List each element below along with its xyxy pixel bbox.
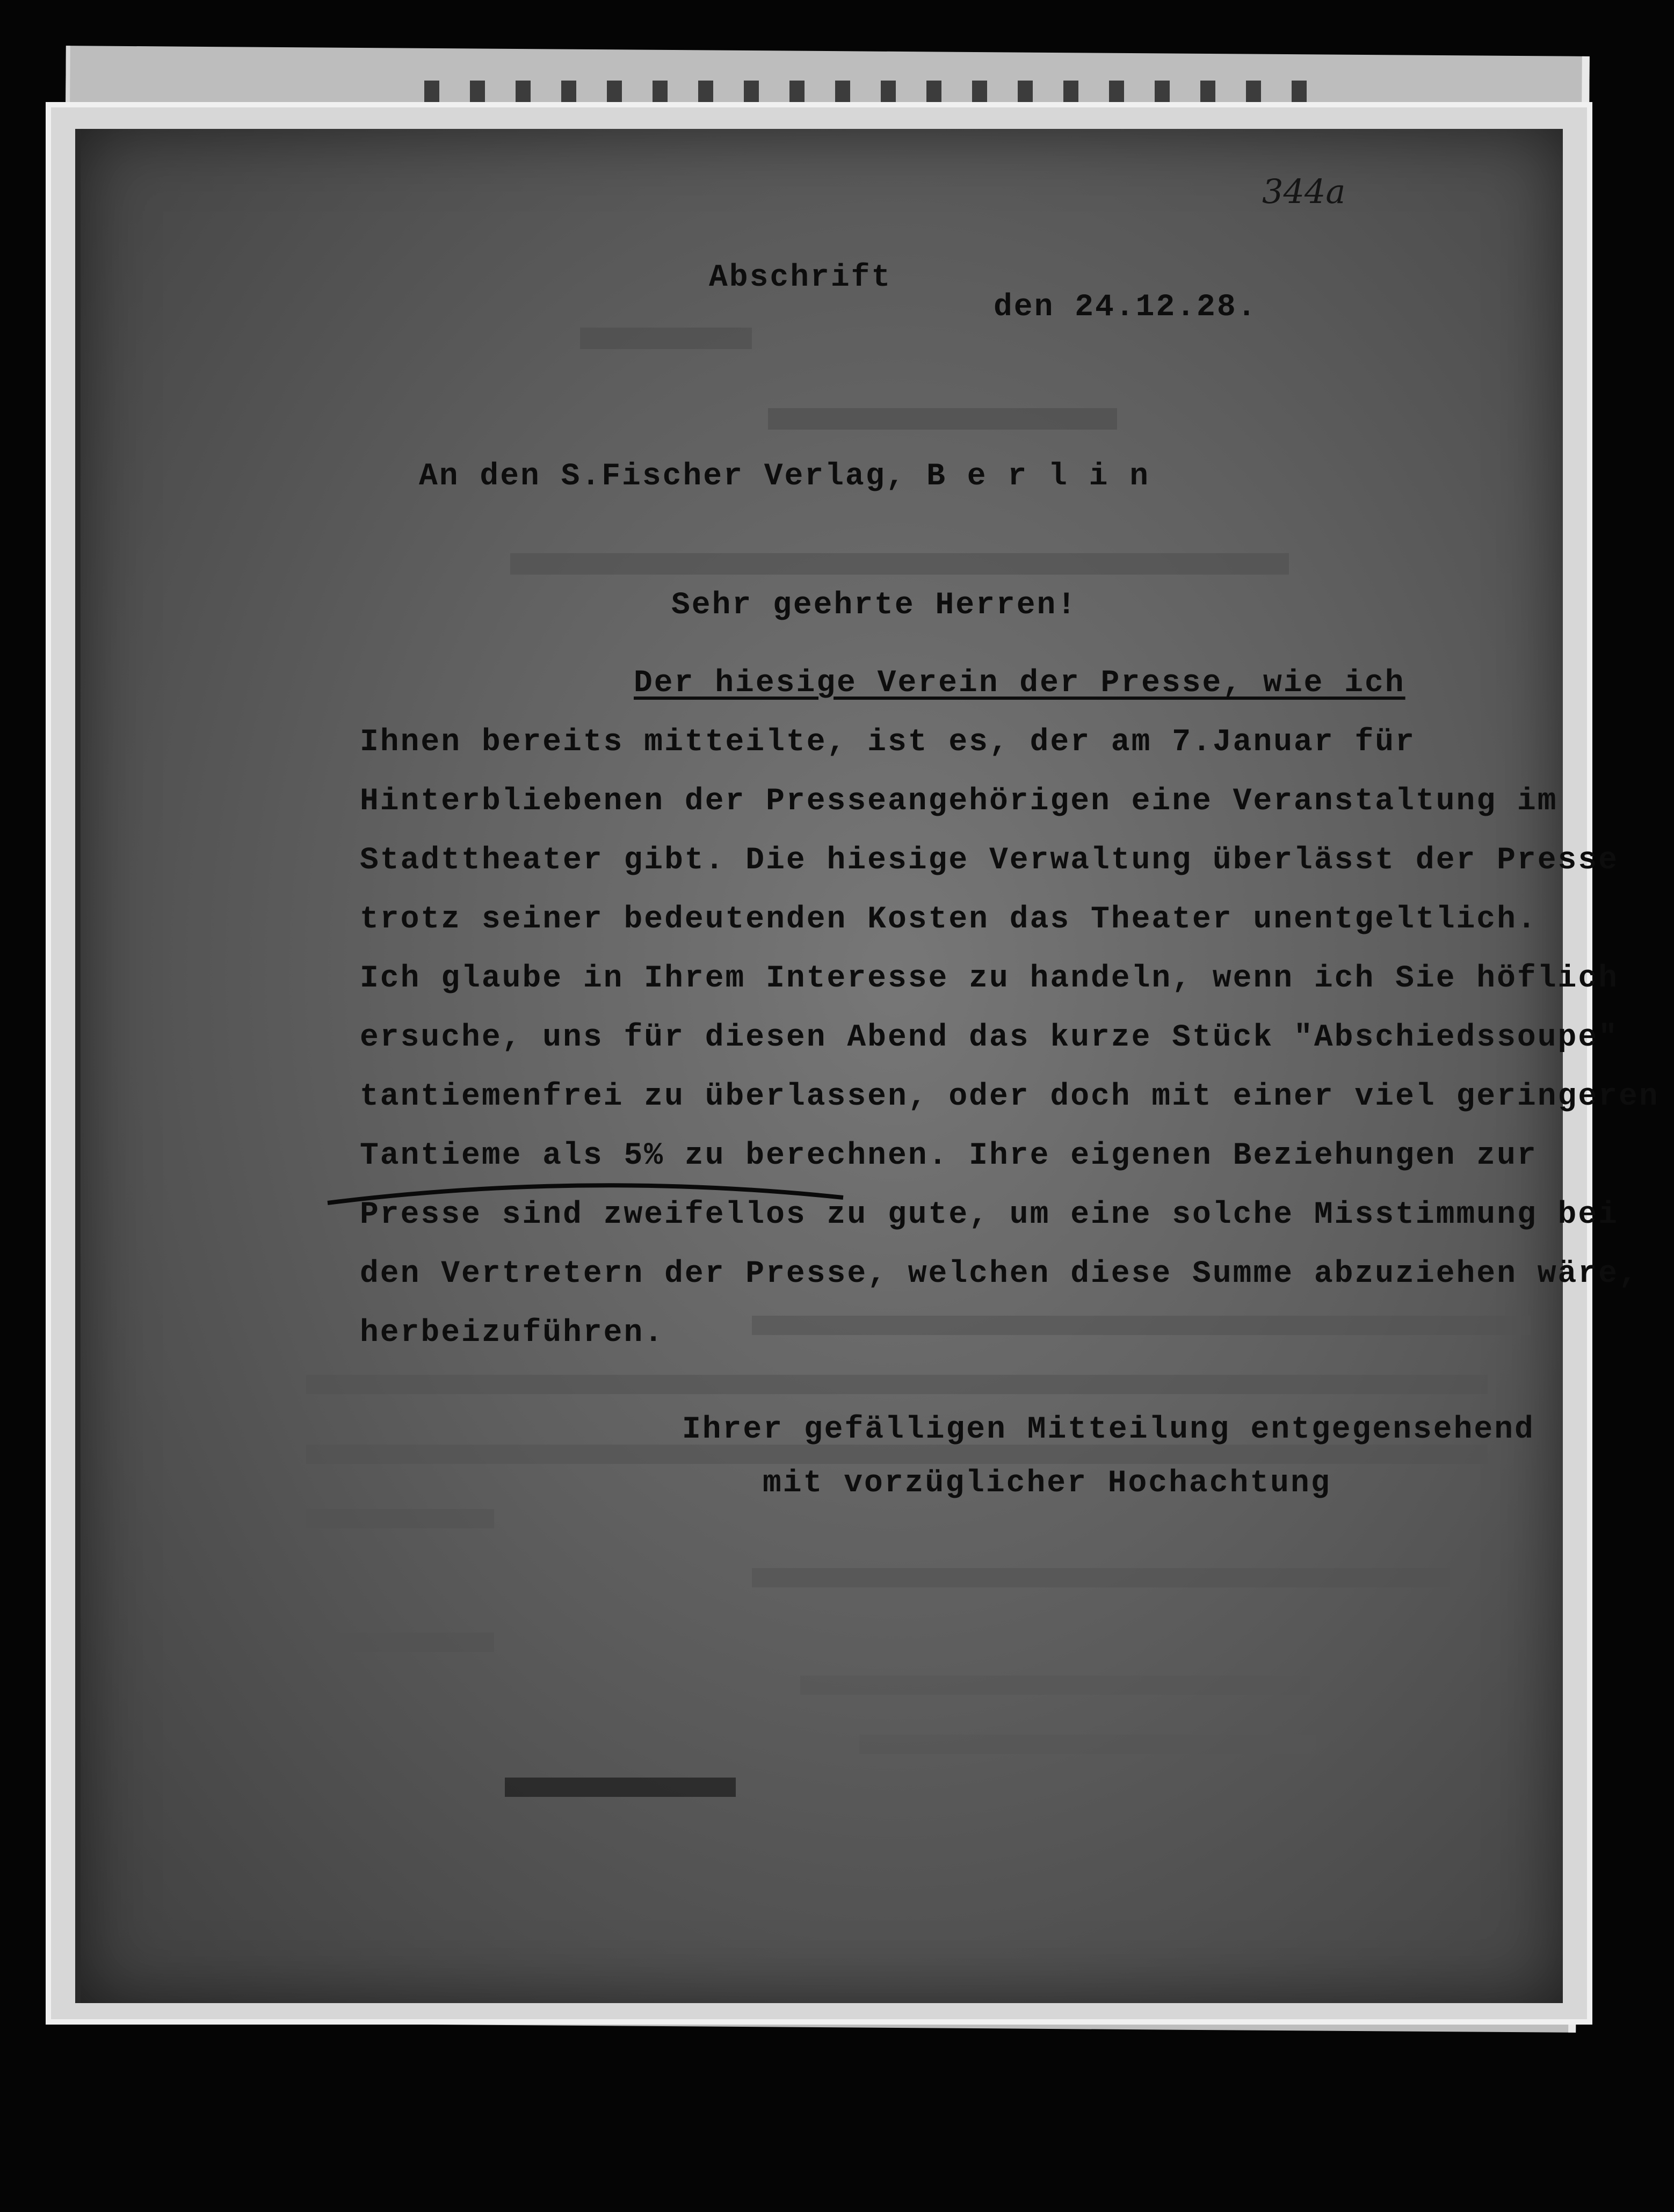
- ghost-text-block: [306, 1509, 494, 1528]
- closing-line: Ihrer gefälligen Mitteilung entgegensehend: [682, 1412, 1535, 1447]
- body-line: Tantieme als 5% zu berechnen. Ihre eigenen Beziehungen zur: [360, 1138, 1538, 1173]
- underline-stroke: [317, 1160, 961, 1224]
- closing-line: mit vorzüglicher Hochachtung: [763, 1466, 1331, 1501]
- body-line: trotz seiner bedeutenden Kosten das Theater unentgeltlich.: [360, 902, 1538, 937]
- body-line: Stadttheater gibt. Die hiesige Verwaltung überlässt der Presse: [360, 843, 1619, 878]
- body-line: Der hiesige Verein der Presse, wie ich: [634, 666, 1405, 701]
- ghost-text-block: [306, 1633, 494, 1652]
- body-line: den Vertretern der Presse, welchen diese Summe abzuziehen wäre,: [360, 1257, 1639, 1292]
- ghost-text-block: [306, 1375, 1488, 1394]
- body-line: herbeizuführen.: [360, 1316, 665, 1351]
- body-line: Ihnen bereits mitteilte, ist es, der am 7.Januar für: [360, 725, 1416, 760]
- body-line: Ich glaube in Ihrem Interesse zu handeln, wenn ich Sie höflich: [360, 961, 1619, 996]
- body-line: tantiemenfrei zu überlassen, oder doch mit einer viel geringeren: [360, 1079, 1659, 1114]
- addressee: An den S.Fischer Verlag, B e r l i n: [419, 459, 1150, 494]
- ghost-text-block: [510, 553, 1289, 575]
- ghost-text-block: [859, 1735, 1316, 1754]
- ghost-text-block: [768, 408, 1117, 430]
- ghost-text-block: [800, 1676, 1310, 1695]
- body-line: Presse sind zweifellos zu gute, um eine solche Misstimmung bei: [360, 1198, 1619, 1232]
- folio-note: 344a: [1262, 172, 1346, 211]
- body-line: Hinterbliebenen der Presseangehörigen eine Veranstaltung im: [360, 784, 1558, 819]
- salutation: Sehr geehrte Herren!: [671, 588, 1078, 623]
- document-date: den 24.12.28.: [994, 290, 1258, 325]
- ghost-text-block: [580, 328, 752, 349]
- document-page: [75, 129, 1659, 2003]
- document-heading: Abschrift: [709, 260, 892, 295]
- body-line: ersuche, uns für diesen Abend das kurze Stück "Abschiedssoupe": [360, 1020, 1619, 1055]
- ghost-text-block: [306, 1445, 1488, 1464]
- struck-out-text: [505, 1778, 736, 1797]
- ghost-text-block: [752, 1568, 1450, 1587]
- ghost-text-block: [752, 1316, 1531, 1335]
